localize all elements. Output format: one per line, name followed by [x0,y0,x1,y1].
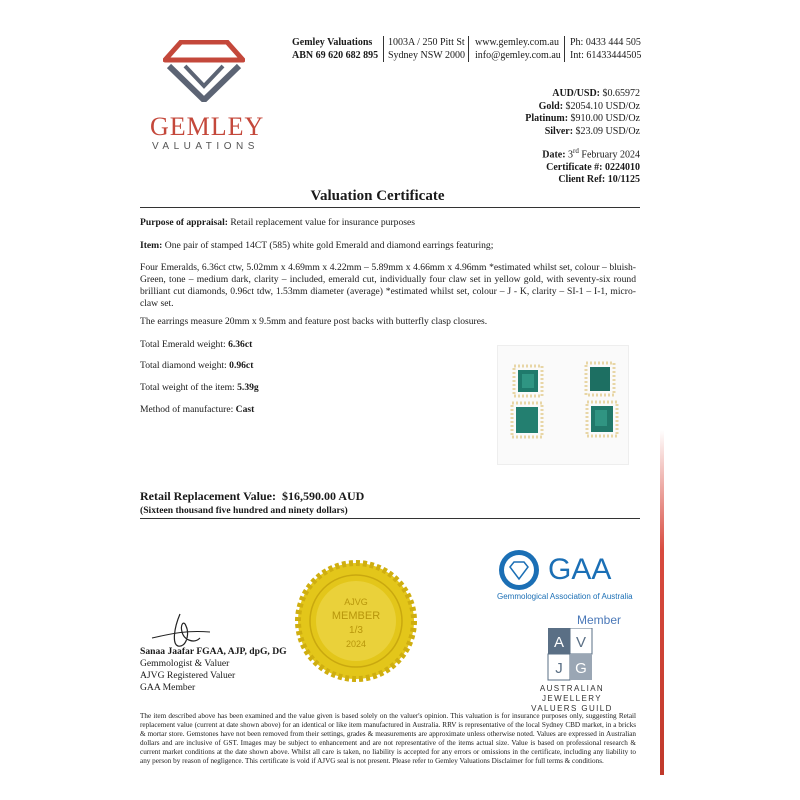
gaa-full-name: Gemmological Association of Australia [497,592,633,601]
address-line2: Sydney NSW 2000 [388,50,466,61]
seal-line3: 1/3 [349,625,363,636]
signer-block [140,646,287,694]
intl-number: Int: 61433444505 [570,50,642,61]
company-abn: ABN 69 620 682 895 [292,50,379,61]
date-suffix: rd [573,147,579,155]
header-divider [383,36,384,62]
gaa-name: GAA [548,553,612,586]
title-rule [140,207,640,208]
seal-line2: MEMBER [331,610,381,622]
rate-label: Gold: [538,100,564,112]
rate-label: Silver: [544,125,574,137]
member-label: Member [577,613,622,627]
company-name: Gemley Valuations [292,37,373,48]
ajvg-line1: AUSTRALIAN JEWELLERY [539,684,605,703]
signer-name: Sanaa Jaafar FGAA, AJP, dpG, DG [140,646,287,657]
disclaimer-text: The item described above has been examined and the value given is based solely on the valuer's opinion. This valuation is for insurance purposes only, suggesting Retail replacement value (current at date shown above) for an identical or like item manufactured in Australia. RRV is representative of the local Sydney CBD market, in a bricks & mortar store. Gemstones have not been removed from their settings, grades & measurements are approximate unless otherwise noted. Values are expressed in Australian dollars and are inclusive of GST. Images may be subject to enhancement and are not representative of the items actual size. Value is based on professional research & current market conditions at the date shown above. Whilst all care is taken, no liability is accepted for any errors or omissions in the certificate, including any liability to any person by reason of negligence. This certificate is void if AJVG seal is not present. Please refer to Gemley Valuations Disclaimer for full terms & conditions. [140,712,636,765]
purpose-text: Retail replacement value for insurance purposes [230,217,415,228]
header-divider [564,36,565,62]
value-in-words: (Sixteen thousand five hundred and ninety dollars) [140,505,348,516]
weight-label: Total diamond weight: [140,360,227,371]
value-label: Retail Replacement Value: [140,489,276,503]
item-text: One pair of stamped 14CT (585) white gold Emerald and diamond earrings featuring; [164,240,494,251]
gemley-diamond-logo-icon [163,40,245,102]
diamond-weight [140,360,253,371]
website-link[interactable]: www.gemley.com.au [475,37,559,48]
header-divider [468,36,469,62]
certificate-number: 0224010 [605,161,640,173]
ajvg-letter-j: J [555,660,563,677]
retail-value [140,489,364,504]
value-rule [140,518,640,519]
manufacture-method [140,404,254,415]
rate-value: $2054.10 USD/Oz [565,100,640,112]
ajvg-letter-g: G [575,660,587,677]
certificate-meta [542,145,640,187]
emerald-weight [140,339,252,350]
valuer-signature [150,608,230,650]
date-rest: February 2024 [581,149,640,161]
ajvg-line2: VALUERS GUILD [531,704,613,713]
company-block [292,36,378,62]
earrings-photo [497,345,629,465]
weight-value: 6.36ct [228,339,253,350]
weight-label: Total Emerald weight: [140,339,226,350]
weight-label: Method of manufacture: [140,404,234,415]
item-label: Item: [140,240,163,251]
rate-value: $23.09 USD/Oz [575,125,640,137]
phone-number: Ph: 0433 444 505 [570,37,641,48]
web-block [475,36,561,62]
brand-name: GEMLEY [150,112,265,141]
weight-value: 5.39g [237,382,259,393]
page-title: Valuation Certificate [310,188,445,204]
purpose-line [140,217,636,229]
seal-line4: 2024 [345,639,367,649]
item-line [140,240,636,252]
signer-role: Gemmologist & Valuer [140,658,230,669]
rate-value: $910.00 USD/Oz [570,113,640,124]
address-block [388,36,465,62]
client-ref-label: Client Ref: [558,174,606,186]
seal-line1: AJVG [344,597,368,607]
metal-rates [525,88,640,138]
weight-label: Total weight of the item: [140,382,235,393]
date-label: Date: [542,149,566,161]
rate-label: Platinum: [525,113,569,124]
ajvg-letter-a: A [553,634,565,651]
rate-label: AUD/USD: [552,88,600,99]
client-ref: 10/1125 [607,174,640,186]
phone-block [570,36,641,62]
ajvg-guild-name [509,684,635,714]
ajvg-letter-v: V [575,634,587,651]
weight-value: 0.96ct [229,360,254,371]
purpose-label: Purpose of appraisal: [140,217,228,228]
signer-role: AJVG Registered Valuer [140,670,236,681]
gaa-emblem-icon [497,548,541,592]
item-description: Four Emeralds, 6.36ct ctw, 5.02mm x 4.69mm x 4.22mm – 5.89mm x 4.66mm x 4.96mm *estimated whilst set, colour – bluish-Green, tone – medium dark, clarity – included, emerald cut, individually four claw set in yellow gold, with seventy-six round brilliant cut diamonds, 0.96ct tdw, 1.53mm diameter (average) *estimated whilst set, colour – J - K, clarity – SI-1 – I-1, micro-claw set. [140,262,636,309]
signer-role: GAA Member [140,682,196,693]
total-weight [140,382,259,393]
weight-value: Cast [235,404,255,415]
emerald-earrings-image [498,346,628,464]
side-accent-bar [660,430,664,775]
value-amount: $16,590.00 AUD [281,489,365,503]
address-line1: 1003A / 250 Pitt St [388,37,465,48]
ajvg-gold-seal-icon [295,560,417,682]
measurement-note: The earrings measure 20mm x 9.5mm and feature post backs with butterfly clasp closures. [140,316,488,327]
email-link[interactable]: info@gemley.com.au [475,50,561,61]
rate-value: $0.65972 [602,88,640,99]
certificate-label: Certificate #: [546,161,603,173]
brand-subtitle: VALUATIONS [152,141,259,152]
date-day: 3 [568,149,574,161]
ajvg-logo-icon [540,628,600,682]
